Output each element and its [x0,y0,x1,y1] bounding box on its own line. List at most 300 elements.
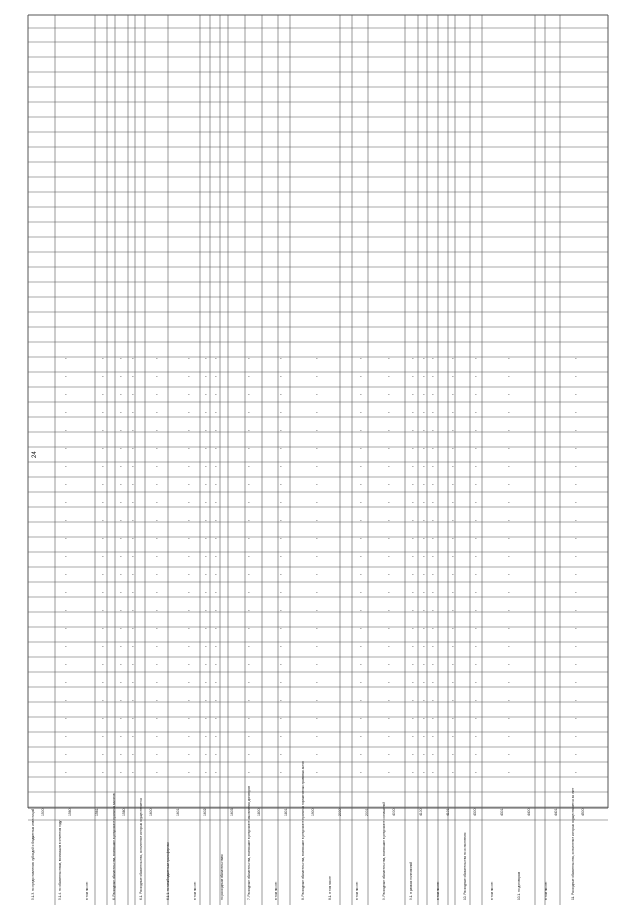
dash-cell: - [102,374,104,380]
dash-cell: - [452,356,454,362]
dash-cell: - [575,626,577,632]
dash-cell: - [156,464,158,470]
dash-cell: - [423,554,425,560]
row-code: 4401 [554,808,558,816]
row-label: 6.1. Расходные обязательства, исполнение которых осуществляется [139,798,143,900]
dash-cell: - [423,644,425,650]
dash-cell: - [475,428,477,434]
row-label: 5.1.3. по предоставлению субсидий и бюджетных инвестиций [31,808,35,900]
dash-cell: - [188,644,190,650]
dash-cell: - [360,716,362,722]
dash-cell: - [205,572,207,578]
dash-cell: - [432,500,434,506]
dash-cell: - [360,680,362,686]
dash-cell: - [452,554,454,560]
dash-cell: - [360,374,362,380]
dash-cell: - [412,536,414,542]
dash-cell: - [248,716,250,722]
dash-cell: - [188,410,190,416]
row-label: 8. Расходные обязательства, возникшие в результате принятия нормативных правовых актов [301,761,305,900]
dash-cell: - [132,500,134,506]
dash-cell: - [475,464,477,470]
dash-cell: - [132,446,134,452]
dash-cell: - [475,572,477,578]
dash-cell: - [156,428,158,434]
dash-cell: - [423,716,425,722]
dash-cell: - [575,518,577,524]
dash-cell: - [65,734,67,740]
dash-cell: - [65,392,67,398]
row-code: 4101 [446,808,450,816]
row-label: 10.1. по договорам [517,871,521,900]
dash-cell: - [188,608,190,614]
dash-cell: - [575,662,577,668]
dash-cell: - [388,716,390,722]
dash-cell: - [575,680,577,686]
dash-cell: - [360,554,362,560]
dash-cell: - [156,626,158,632]
dash-cell: - [316,716,318,722]
dash-cell: - [215,518,217,524]
dash-cell: - [65,680,67,686]
dash-cell: - [432,428,434,434]
dash-cell: - [475,734,477,740]
dash-cell: - [120,662,122,668]
dash-cell: - [156,770,158,776]
dash-cell: - [102,716,104,722]
dash-cell: - [205,446,207,452]
dash-cell: - [508,680,510,686]
dash-cell: - [412,608,414,614]
dash-cell: - [432,482,434,488]
dash-cell: - [205,500,207,506]
dash-cell: - [132,734,134,740]
dash-cell: - [215,392,217,398]
row-code: 1560 [68,808,72,816]
dash-cell: - [388,698,390,704]
dash-cell: - [132,716,134,722]
dash-cell: - [423,446,425,452]
dash-cell: - [205,680,207,686]
dash-cell: - [120,644,122,650]
dash-cell: - [388,428,390,434]
dash-cell: - [432,662,434,668]
dash-cell: - [156,662,158,668]
dash-cell: - [120,698,122,704]
dash-cell: - [156,608,158,614]
dash-cell: - [248,608,250,614]
dash-cell: - [316,608,318,614]
dash-cell: - [412,752,414,758]
dash-cell: - [65,356,67,362]
dash-cell: - [280,698,282,704]
dash-cell: - [575,446,577,452]
row-code: 1603 [230,808,234,816]
row-label: 9. Расходные обязательства, возникшие в результате соглашений [382,801,386,900]
dash-cell: - [280,644,282,650]
dash-cell: - [120,680,122,686]
row-code: 1900 [311,808,315,816]
dash-cell: - [412,374,414,380]
dash-cell: - [188,662,190,668]
dash-cell: - [120,554,122,560]
dash-cell: - [120,770,122,776]
dash-cell: - [65,644,67,650]
dash-cell: - [188,770,190,776]
dash-cell: - [475,770,477,776]
dash-cell: - [280,716,282,722]
dash-cell: - [215,536,217,542]
dash-cell: - [412,554,414,560]
dash-cell: - [360,464,362,470]
dash-cell: - [432,590,434,596]
dash-cell: - [132,392,134,398]
dash-cell: - [475,500,477,506]
dash-cell: - [475,554,477,560]
dash-cell: - [423,770,425,776]
dash-cell: - [65,464,67,470]
dash-cell: - [475,518,477,524]
dash-cell: - [423,464,425,470]
dash-cell: - [452,500,454,506]
dash-cell: - [360,752,362,758]
dash-cell: - [475,716,477,722]
dash-cell: - [280,734,282,740]
dash-cell: - [248,446,250,452]
dash-cell: - [248,500,250,506]
row-code: 1561 [95,808,99,816]
dash-cell: - [360,536,362,542]
dash-cell: - [102,770,104,776]
dash-cell: - [432,698,434,704]
dash-cell: - [65,590,67,596]
dash-cell: - [65,770,67,776]
dash-cell: - [65,662,67,668]
dash-cell: - [388,410,390,416]
dash-cell: - [423,698,425,704]
row-label: 9.1. в рамках полномочий [409,861,413,900]
dash-cell: - [102,392,104,398]
dash-cell: - [280,428,282,434]
dash-cell: - [156,644,158,650]
dash-cell: - [432,518,434,524]
dash-cell: - [508,644,510,650]
dash-cell: - [508,428,510,434]
dash-cell: - [280,680,282,686]
dash-cell: - [205,662,207,668]
row-code: 4400 [527,808,531,816]
dash-cell: - [575,752,577,758]
dash-cell: - [132,644,134,650]
dash-cell: - [102,446,104,452]
dash-cell: - [452,572,454,578]
dash-cell: - [316,428,318,434]
dash-cell: - [360,482,362,488]
dash-cell: - [508,410,510,416]
dash-cell: - [423,608,425,614]
dash-cell: - [508,464,510,470]
dash-cell: - [156,500,158,506]
dash-cell: - [120,716,122,722]
dash-cell: - [475,392,477,398]
dash-cell: - [316,482,318,488]
dash-cell: - [215,554,217,560]
dash-cell: - [388,356,390,362]
dash-cell: - [432,680,434,686]
dash-cell: - [360,590,362,596]
dash-cell: - [188,464,190,470]
dash-cell: - [412,428,414,434]
dash-cell: - [205,536,207,542]
row-label: в том числе: [436,881,440,900]
dash-cell: - [316,446,318,452]
dash-cell: - [156,536,158,542]
dash-cell: - [248,698,250,704]
dash-cell: - [432,770,434,776]
dash-cell: - [132,428,134,434]
dash-cell: - [388,752,390,758]
dash-cell: - [475,752,477,758]
dash-cell: - [102,644,104,650]
dash-cell: - [388,554,390,560]
row-labels [31,761,585,900]
dash-cell: - [205,392,207,398]
dash-cell: - [215,716,217,722]
dash-cell: - [316,410,318,416]
dash-cell: - [316,752,318,758]
dash-cell: - [132,572,134,578]
dash-cell: - [120,374,122,380]
dash-cell: - [205,626,207,632]
dash-cell: - [205,644,207,650]
dash-cell: - [215,770,217,776]
dash-cell: - [65,410,67,416]
row-code: 4300 [473,808,477,816]
row-code: 1500 [41,808,45,816]
dash-cell: - [388,770,390,776]
dash-cell: - [316,770,318,776]
dash-cell: - [388,392,390,398]
dash-cell: - [248,464,250,470]
dash-cell: - [188,554,190,560]
dash-cell: - [248,626,250,632]
dash-cell: - [248,590,250,596]
dash-cell: - [132,374,134,380]
dash-cell: - [475,356,477,362]
dash-cell: - [508,662,510,668]
dash-cell: - [412,698,414,704]
dash-cell: - [508,536,510,542]
dash-cell: - [188,518,190,524]
dash-cell: - [508,446,510,452]
dash-cell: - [102,554,104,560]
dash-cell: - [388,572,390,578]
dash-cell: - [508,770,510,776]
dash-cell: - [132,698,134,704]
dash-cell: - [360,608,362,614]
dash-cell: - [215,500,217,506]
dash-cell: - [102,680,104,686]
dash-cell: - [508,734,510,740]
dash-cell: - [388,374,390,380]
dash-cell: - [205,590,207,596]
dash-cell: - [102,500,104,506]
row-label: 11. Расходные обязательства, исполнение которых осуществляется за счет [571,787,575,900]
dash-cell: - [188,698,190,704]
dash-cell: - [215,734,217,740]
row-code: 1801 [284,808,288,816]
dash-cell: - [316,680,318,686]
dash-cell: - [188,716,190,722]
dash-cell: - [360,734,362,740]
dash-cell: - [65,716,67,722]
dash-cell: - [102,482,104,488]
dash-cell: - [412,626,414,632]
dash-cell: - [120,752,122,758]
dash-cell: - [575,464,577,470]
row-label: в том числе: [544,881,548,900]
dash-cell: - [280,626,282,632]
dash-cell: - [205,716,207,722]
dash-cell: - [102,590,104,596]
dash-cell: - [65,752,67,758]
dash-cell: - [452,590,454,596]
dash-cell: - [432,464,434,470]
dash-cell: - [508,590,510,596]
dash-cell: - [188,500,190,506]
dash-cell: - [102,410,104,416]
dash-cell: - [423,536,425,542]
dash-cell: - [452,698,454,704]
dash-cell: - [316,356,318,362]
dash-cell: - [205,464,207,470]
dash-cell: - [188,536,190,542]
dash-cell: - [248,536,250,542]
dash-cell: - [188,374,190,380]
dash-cell: - [280,392,282,398]
dash-cell: - [156,572,158,578]
dash-cell: - [205,374,207,380]
dash-cell: - [215,590,217,596]
dash-cell: - [423,500,425,506]
dash-cell: - [316,590,318,596]
dash-cell: - [575,698,577,704]
dash-cell: - [102,626,104,632]
dash-cell: - [316,392,318,398]
dash-cell: - [388,464,390,470]
dash-cell: - [432,356,434,362]
dash-cell: - [360,626,362,632]
dash-cell: - [215,374,217,380]
dash-cell: - [132,662,134,668]
dash-cell: - [316,698,318,704]
dash-cell: - [65,482,67,488]
dash-cell: - [475,698,477,704]
dash-cell: - [205,554,207,560]
page-number: 24 [32,451,38,458]
dash-cell: - [280,536,282,542]
dash-cell: - [188,572,190,578]
dash-cell: - [205,518,207,524]
dash-cell: - [248,356,250,362]
dash-cell: - [188,392,190,398]
dash-cell: - [508,716,510,722]
dash-cell: - [280,482,282,488]
dash-cell: - [205,698,207,704]
dash-cell: - [120,608,122,614]
dash-cell: - [316,662,318,668]
dash-cell: - [188,626,190,632]
dash-cell: - [280,752,282,758]
dash-cell: - [452,428,454,434]
dash-cell: - [205,410,207,416]
dash-cell: - [188,752,190,758]
dash-cell: - [102,356,104,362]
dash-cell: - [423,518,425,524]
dash-cell: - [575,482,577,488]
row-code: 1601 [176,808,180,816]
dash-cell: - [132,626,134,632]
dash-cell: - [205,734,207,740]
dash-cell: - [452,464,454,470]
dash-cell: - [120,734,122,740]
dash-cell: - [475,662,477,668]
dash-cell: - [120,518,122,524]
dash-cell: - [316,572,318,578]
dash-cell: - [575,536,577,542]
dash-cell: - [475,590,477,596]
dash-cell: - [388,734,390,740]
dash-cell: - [65,572,67,578]
row-code: 2000 [338,808,342,816]
dash-cell: - [423,482,425,488]
dash-cell: - [215,626,217,632]
dash-cell: - [120,572,122,578]
dash-cell: - [432,374,434,380]
dash-cell: - [132,680,134,686]
dash-cell: - [215,662,217,668]
dash-cell: - [432,752,434,758]
dash-cell: - [205,482,207,488]
dash-cell: - [423,626,425,632]
dash-cell: - [412,680,414,686]
dash-cell: - [132,590,134,596]
dash-cell: - [423,428,425,434]
dash-cell: - [423,734,425,740]
dash-cell: - [120,626,122,632]
dash-cell: - [412,662,414,668]
dash-cell: - [156,482,158,488]
dash-cell: - [215,680,217,686]
dash-cell: - [360,392,362,398]
dash-cell: - [452,536,454,542]
dash-cell: - [215,356,217,362]
dash-cell: - [360,446,362,452]
dash-cell: - [575,428,577,434]
dash-cell: - [188,446,190,452]
row-code: 1602 [203,808,207,816]
dash-cell: - [215,482,217,488]
dash-cell: - [316,554,318,560]
dash-cell: - [280,446,282,452]
dash-cell: - [215,572,217,578]
dash-cell: - [452,716,454,722]
dash-cell: - [248,374,250,380]
dash-cell: - [475,410,477,416]
dash-cell: - [432,446,434,452]
dash-cell: - [156,446,158,452]
row-label: в том числе: [274,881,278,900]
